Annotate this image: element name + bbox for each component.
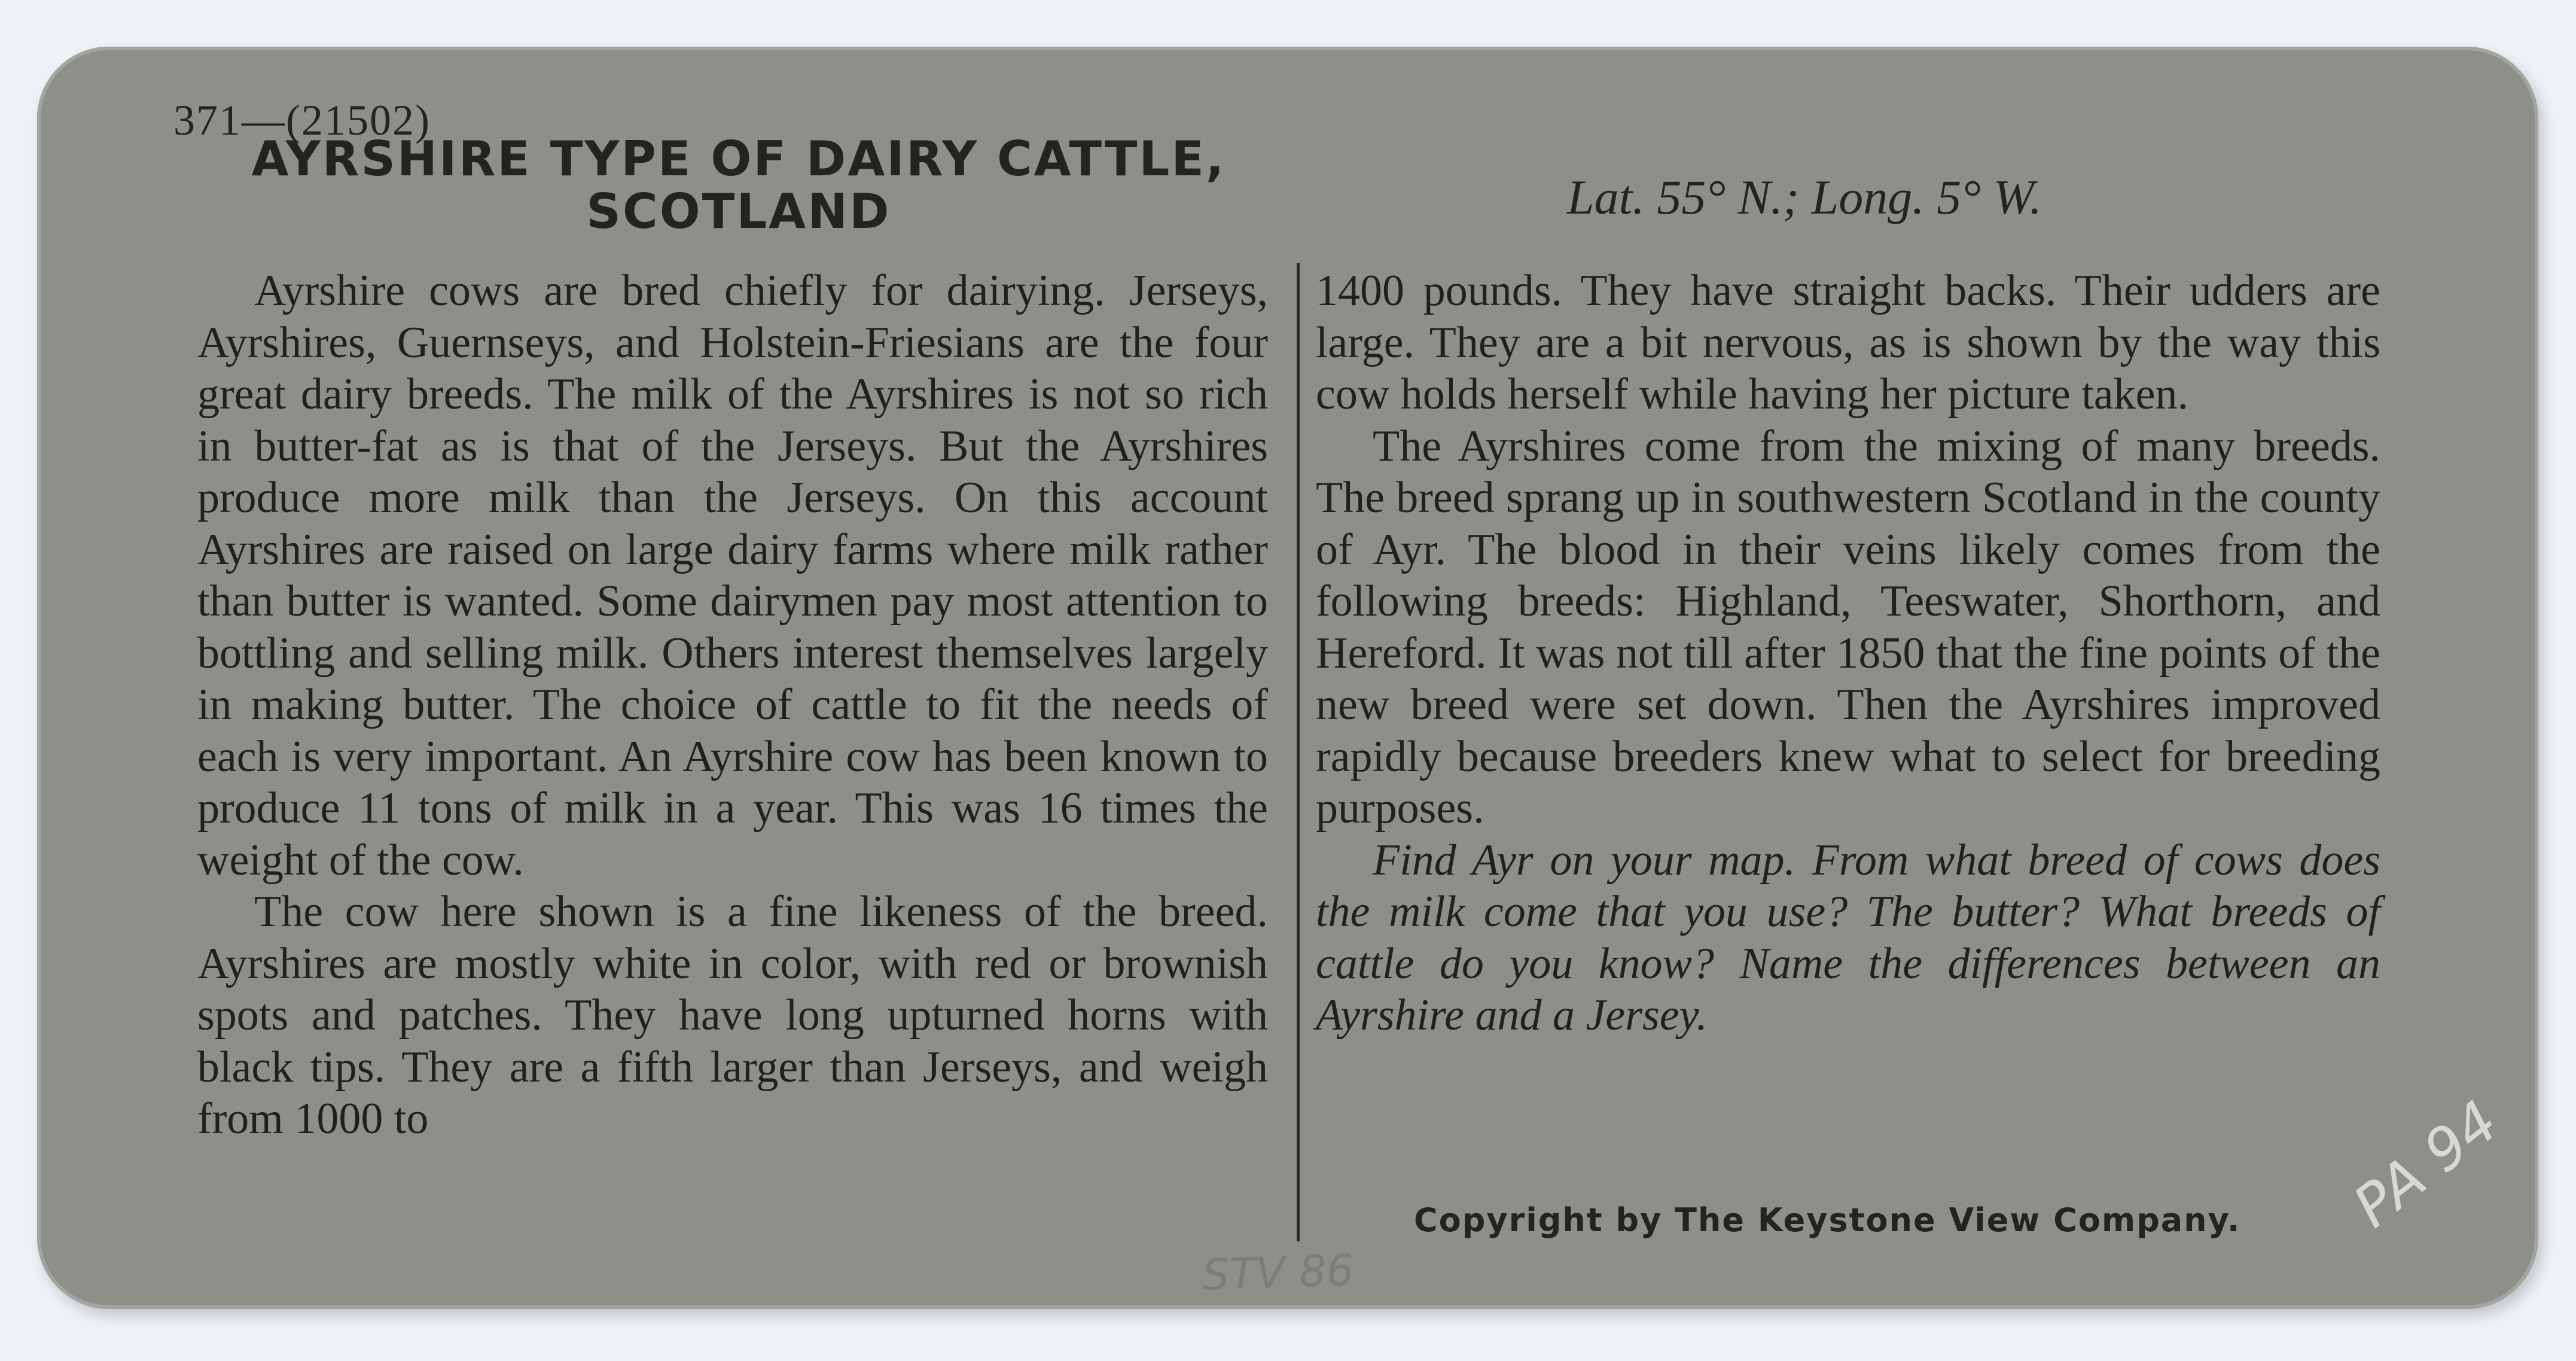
paragraph: 1400 pounds. They have straight backs. Their udders are large. They are a bit nervous, as is shown by the way this cow holds herself while having her picture taken. [1316,266,2380,419]
catalog-number: 371—(21502) [173,96,431,144]
coordinates: Lat. 55° N.; Long. 5° W. [1567,170,2042,224]
study-questions: Find Ayr on your map. From what breed of cows does the milk come that you use? The butter? What breeds of cattle do you know? Name the differences between an Ayrshire and a Jersey. [1316,835,2380,1040]
paragraph: Ayrshire cows are bred chiefly for dairying. Jerseys, Ayrshires, Guernseys, and Holstein-Friesians are the four great dairy breeds. The milk of the Ayrshires is not so rich in butter-fat as is that of the Jerseys. But the Ayrshires produce more milk than the Jerseys. On this account Ayrshires are raised on large dairy farms where milk rather than butter is wanted. Some dairymen pay most attention to bottling and selling milk. Others interest themselves largely in making butter. The choice of cattle to fit the needs of each is very important. An Ayrshire cow has been known to produce 11 tons of milk in a year. This was 16 times the weight of the cow. [197,266,1268,885]
title-line-1: AYRSHIRE TYPE OF DAIRY CATTLE, [251,131,1226,187]
handwritten-note-pa: PA 94 [2341,1088,2511,1241]
paragraph: The Ayrshires come from the mixing of many breeds. The breed sprang up in southwestern Scotland in the county of Ayr. The blood in their veins likely comes from the following breeds: Highland, Teeswater, Shorthorn, and Hereford. It was not till after 1850 that the fine points of the new breed were set down. Then the Ayrshires improved rapidly because breeders knew what to select for breeding purposes. [1316,421,2380,833]
column-divider [1297,263,1300,1241]
text-column-right [1316,265,2380,1042]
paragraph: The cow here shown is a fine likeness of the breed. Ayrshires are mostly white in color, with red or brownish spots and patches. They have long upturned horns with black tips. They are a fifth larger than Jerseys, and weigh from 1000 to [197,887,1268,1143]
handwritten-note-stv: STV 86 [1201,1244,1355,1301]
page-title [209,133,1268,238]
copyright-notice: Copyright by The Keystone View Company. [1414,1201,2241,1239]
title-line-2: SCOTLAND [586,184,891,239]
text-column-left [197,265,1268,1145]
